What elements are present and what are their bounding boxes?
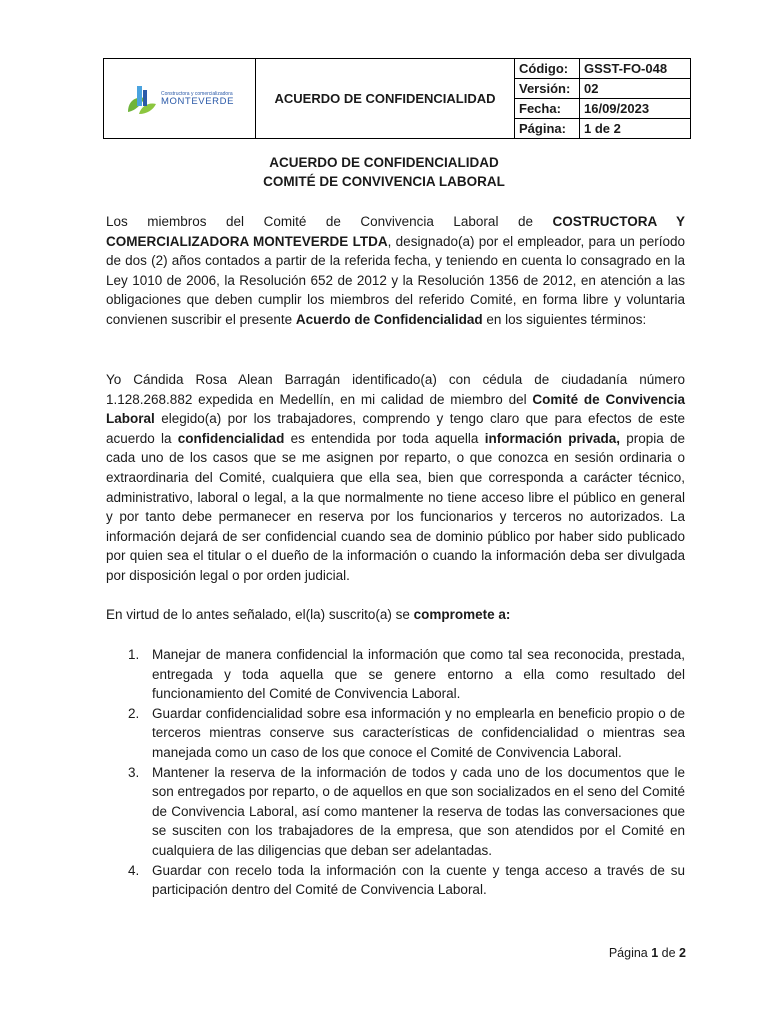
p2-text-3: es entendida por toda aquella [284, 430, 485, 446]
committee-name: Comité de Convivencia Laboral [106, 391, 686, 427]
list-item-text: Mantener la reserva de la información de todos y cada uno de los documentos que le son entregados por reparto, o de aquellos en que son socializados en el seno del Comité de Convivencia Laboral, así como mantener la reserva de todas las conversaciones que se susciten con los trabajadores de la empresa, que son atendidos por el Comité en cualquiera de las diligencias que deban ser adelantadas. [152, 764, 685, 858]
company-name: COSTRUCTORA Y COMERCIALIZADORA MONTEVERDE LTDA [106, 214, 686, 249]
commitment-term: compromete a: [413, 607, 511, 622]
list-item-number: 2. [128, 705, 140, 721]
list-item-number: 4. [128, 862, 140, 878]
agreement-name: Acuerdo de Confidencialidad [295, 311, 483, 327]
document-header-table [103, 58, 691, 139]
page-value: 1 de 2 [580, 119, 691, 139]
footer-prefix: Página [608, 946, 652, 960]
footer-current-page: 1 [651, 946, 659, 960]
logo-brand: MONTEVERDE [160, 96, 235, 108]
list-item [106, 704, 685, 763]
code-value: GSST-FO-048 [580, 59, 691, 79]
p2-text-4: propia de cada uno de los casos que se me asignen por reparto, o que conozca en sesión ordinaria o extraordinaria del Comité, cualquiera que ella sea, bien que corresponda a carácter técnico, administrativo, laboral o legal, a la que normalmente no tiene acceso libre el público en general y por tanto debe permanecer en reserva por los funcionarios y terceros no autorizados. La información dejará de ser confidencial cuando sea de dominio público por haber sido publicado por quien sea el titular o el dueño de la información o cuando la información deba ser divulgada por disposición legal o por orden judicial. [106, 430, 686, 583]
leaf-building-icon [125, 82, 159, 118]
list-item [106, 861, 685, 900]
date-value: 16/09/2023 [580, 99, 691, 119]
page-label: Página: [515, 119, 580, 139]
list-item [106, 763, 685, 861]
list-item-text: Manejar de manera confidencial la información que como tal sea reconocida, prestada, entregada y toda aquella que se genere entorno a ella como resultado del funcionamiento del Comité de Convivencia Laboral. [152, 647, 685, 702]
logo-subtitle: Constructora y comercializadora [160, 91, 233, 98]
p2-text-2: elegido(a) por los trabajadores, comprendo y tengo claro que para efectos de este acuerdo la [106, 411, 685, 446]
p1-text-2: , designado(a) por el empleador, para un período de dos (2) años contados a partir de la referida fecha, y teniendo en cuenta lo consagrado en la Ley 1010 de 2006, la Resolución 652 de 2012 y la Resolución 1356 de 2012, en atención a las obligaciones que deben cumplir los miembros del referido Comité, en forma libre y voluntaria convienen suscribir el presente [106, 233, 685, 327]
commitment-paragraph [106, 605, 685, 625]
version-value: 02 [580, 79, 691, 99]
private-info-term: información privada, [484, 430, 620, 446]
confidentiality-term: confidencialidad [177, 430, 285, 446]
document-title [0, 153, 768, 191]
footer-middle: de [658, 946, 680, 960]
form-title: ACUERDO DE CONFIDENCIALIDAD [256, 59, 515, 139]
p3-text-1: En virtud de lo antes señalado, el(la) suscrito(a) se [106, 607, 414, 622]
version-label: Versión: [515, 79, 580, 99]
intro-paragraph [106, 212, 685, 330]
list-item [106, 645, 685, 704]
date-label: Fecha: [515, 99, 580, 119]
p1-text-1: Los miembros del Comité de Convivencia Laboral de [106, 214, 553, 229]
code-label: Código: [515, 59, 580, 79]
list-item-number: 1. [128, 647, 140, 662]
p1-text-3: en los siguientes términos: [482, 311, 647, 327]
company-logo [104, 80, 255, 118]
commitments-list [106, 645, 685, 900]
p2-text-1: Yo Cándida Rosa Alean Barragán identificado(a) con cédula de ciudadanía número 1.128.268.882 expedida en Medellín, en mi calidad de miembro del [106, 372, 685, 407]
list-item-number: 3. [128, 764, 140, 780]
list-item-text: Guardar con recelo toda la información con la cuente y tenga acceso a través de su participación dentro del Comité de Convivencia Laboral. [152, 862, 685, 898]
title-line-2: COMITÉ DE CONVIVENCIA LABORAL [263, 174, 505, 189]
footer-total-pages: 2 [679, 946, 686, 960]
page-footer [560, 946, 686, 960]
logo-cell [104, 59, 256, 139]
list-item-text: Guardar confidencialidad sobre esa información y no emplearla en beneficio propio o de terceros mientras conserve sus características de confidencialidad o mientras sea manejada como un caso de los que conoce el Comité de Convivencia Laboral. [152, 705, 685, 760]
title-line-1: ACUERDO DE CONFIDENCIALIDAD [269, 155, 499, 170]
declaration-paragraph [106, 370, 685, 586]
